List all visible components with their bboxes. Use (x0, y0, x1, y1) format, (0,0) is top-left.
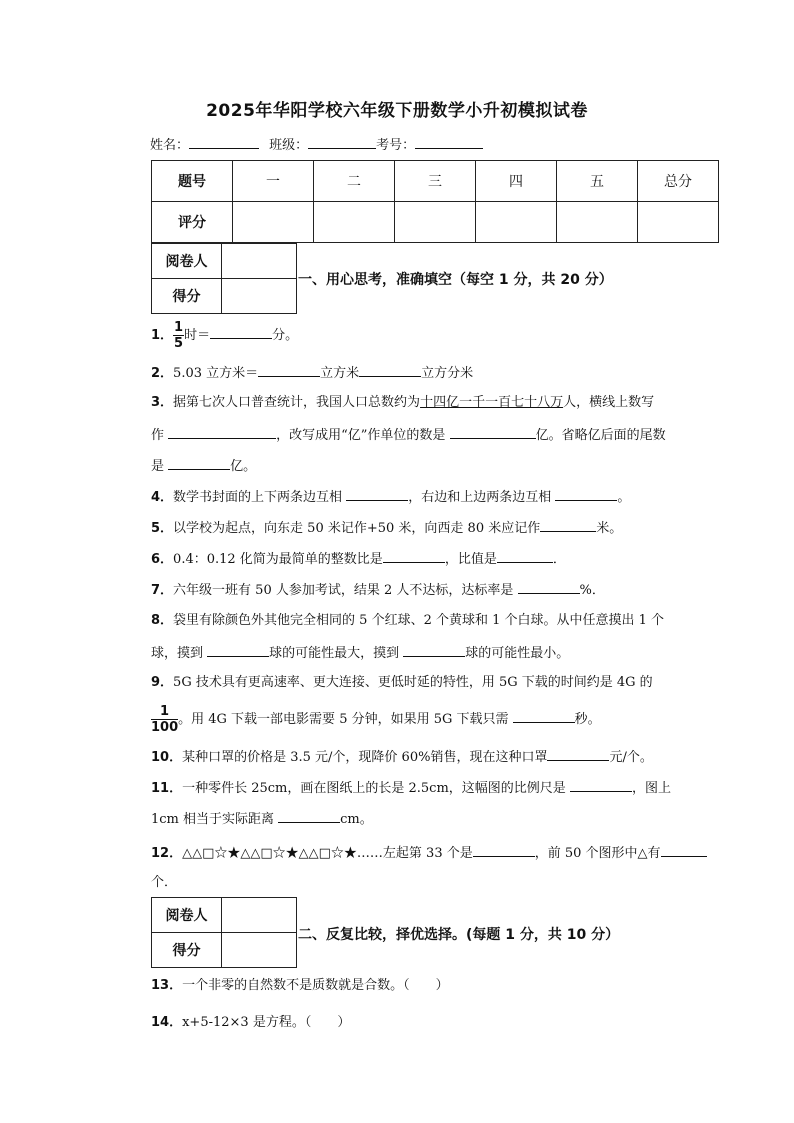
answer-blank[interactable] (207, 642, 269, 657)
question-number-label: 题号 (152, 161, 233, 202)
score-col-5: 五 (557, 161, 638, 202)
grader-box-section-2 (151, 897, 297, 968)
class-label: 班级： (269, 138, 309, 153)
answer-blank[interactable] (258, 362, 320, 377)
question-12: 12．△△□☆★△△□☆★△△□☆★……左起第 33 个是 ，前 50 个图形中△有 (151, 842, 721, 864)
answer-blank[interactable] (540, 517, 596, 532)
score-cell-2[interactable] (314, 202, 395, 243)
question-9: 9．5G 技术具有更高速率、更大连接、更低时延的特性，用 5G 下载的时间约是 4G 的 (151, 675, 653, 690)
question-11-line-2: 1cm 相当于实际距离 cm。 (151, 808, 721, 830)
answer-blank[interactable] (383, 548, 445, 563)
score-col-total: 总分 (638, 161, 719, 202)
grader-reader-label: 阅卷人 (152, 244, 222, 279)
answer-blank[interactable] (473, 842, 535, 857)
answer-blank[interactable] (278, 808, 340, 823)
grader-reader-label: 阅卷人 (152, 898, 222, 933)
score-table (151, 160, 719, 243)
grader-score-label: 得分 (152, 279, 222, 314)
answer-blank[interactable] (359, 362, 421, 377)
answer-blank[interactable] (555, 486, 617, 501)
name-blank[interactable] (189, 136, 259, 149)
fraction: $\frac{1}{5}$ (174, 320, 184, 351)
score-cell-3[interactable] (395, 202, 476, 243)
question-3: 3．据第七次人口普查统计，我国人口总数约为十四亿一千一百七十八万人，横线上数写 (151, 395, 655, 410)
score-cell-4[interactable] (476, 202, 557, 243)
question-4: 4．数学书封面的上下两条边互相 ，右边和上边两条边互相 。 (151, 486, 721, 508)
question-3-line-3: 是 亿。 (151, 455, 721, 477)
score-cell-5[interactable] (557, 202, 638, 243)
answer-blank[interactable] (570, 777, 632, 792)
score-row-label: 评分 (152, 202, 233, 243)
question-7: 7．六年级一班有 50 人参加考试，结果 2 人不达标，达标率是 %． (151, 579, 721, 601)
score-col-2: 二 (314, 161, 395, 202)
section-1-title: 一、用心思考，准确填空（每空 1 分，共 20 分） (298, 272, 613, 288)
score-cell-1[interactable] (233, 202, 314, 243)
question-3-line-2: 作 ，改写成用“亿”作单位的数是 亿。省略亿后面的尾数 (151, 424, 721, 446)
exam-number-blank[interactable] (415, 136, 483, 149)
grader-score-label: 得分 (152, 933, 222, 968)
answer-blank[interactable] (346, 486, 408, 501)
answer-blank[interactable] (547, 746, 609, 761)
grader-reader-cell[interactable] (222, 244, 297, 279)
question-11: 11．一种零件长 25cm，画在图纸上的长是 2.5cm，这幅图的比例尺是 ，图上 (151, 777, 721, 799)
question-10: 10．某种口罩的价格是 3.5 元/个，现降价 60%销售，现在这种口罩 元/个。 (151, 746, 721, 768)
answer-blank[interactable] (168, 455, 230, 470)
question-1: 1． $\frac{1}{5}$ 时＝ 分。 (151, 320, 299, 351)
question-2: 2．5.03 立方米＝ 立方米 立方分米 (151, 362, 721, 384)
answer-blank[interactable] (403, 642, 465, 657)
underlined-number-text: 十四亿一千一百七十八万 (420, 395, 564, 410)
question-13: 13．一个非零的自然数不是质数就是合数。（ ） (151, 978, 449, 993)
question-8: 8．袋里有除颜色外其他完全相同的 5 个红球、2 个黄球和 1 个白球。从中任意摸出 1 个 (151, 613, 665, 628)
student-info-line (150, 134, 483, 153)
class-blank[interactable] (308, 136, 376, 149)
question-5: 5．以学校为起点，向东走 50 米记作+50 米，向西走 80 米应记作 米。 (151, 517, 721, 539)
grader-score-cell[interactable] (222, 279, 297, 314)
answer-blank[interactable] (210, 324, 272, 339)
score-col-4: 四 (476, 161, 557, 202)
question-8-line-2: 球，摸到 球的可能性最大，摸到 球的可能性最小。 (151, 642, 721, 664)
answer-blank[interactable] (497, 548, 553, 563)
page-title: 2025年华阳学校六年级下册数学小升初模拟试卷 (206, 101, 588, 121)
grader-reader-cell[interactable] (222, 898, 297, 933)
score-table-header-row (152, 161, 719, 202)
grader-box-section-1 (151, 243, 297, 314)
answer-blank[interactable] (513, 708, 575, 723)
answer-blank[interactable] (661, 842, 707, 857)
name-label: 姓名： (150, 138, 190, 153)
score-cell-total[interactable] (638, 202, 719, 243)
score-table-score-row (152, 202, 719, 243)
answer-blank[interactable] (450, 424, 536, 439)
grader-score-cell[interactable] (222, 933, 297, 968)
exam-number-label: 考号： (376, 138, 416, 153)
answer-blank[interactable] (168, 424, 276, 439)
question-12-line-2: 个． (151, 875, 178, 890)
question-9-line-2: $\frac{1}{100}$ 。用 4G 下载一部电影需要 5 分钟，如果用 5G 下载只需 秒。 (151, 704, 601, 735)
question-14: 14．x+5-12×3 是方程。（ ） (151, 1015, 351, 1030)
section-2-title: 二、反复比较，择优选择。(每题 1 分，共 10 分） (298, 927, 620, 943)
score-col-1: 一 (233, 161, 314, 202)
question-6: 6．0.4：0.12 化简为最简单的整数比是 ，比值是 ． (151, 548, 721, 570)
score-col-3: 三 (395, 161, 476, 202)
answer-blank[interactable] (518, 579, 580, 594)
fraction: $\frac{1}{100}$ (151, 704, 179, 735)
